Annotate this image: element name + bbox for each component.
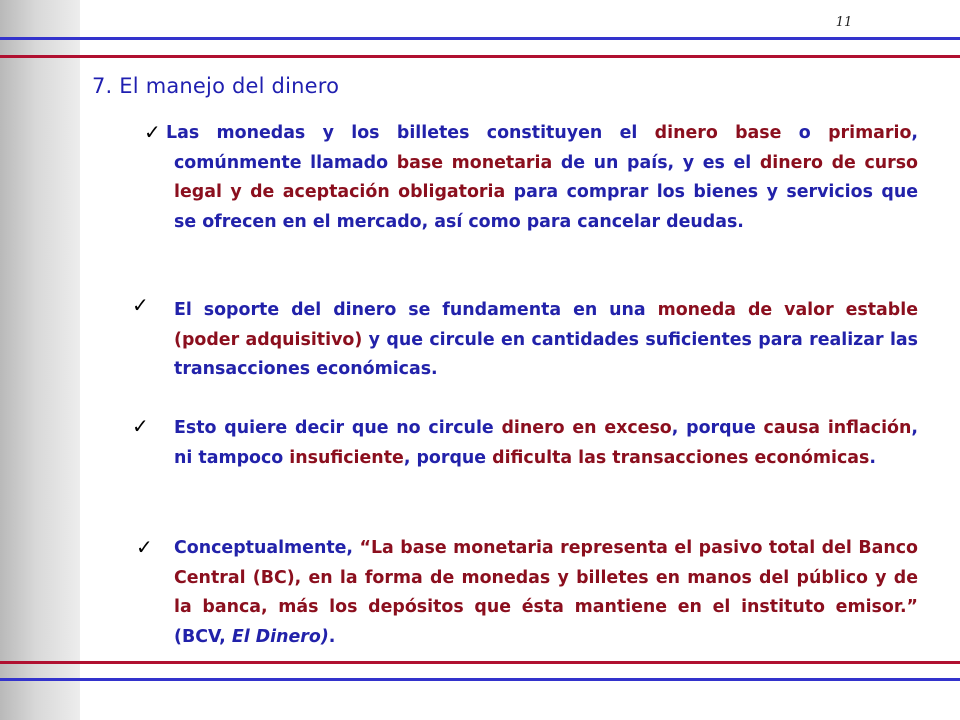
bullet-paragraph [166, 119, 919, 237]
highlight-text: insuficiente [289, 447, 404, 468]
check-icon: ✓ [132, 414, 149, 438]
body-text: Las monedas y los billetes constituyen el [166, 123, 655, 143]
body-text: El soporte del dinero se fundamenta en una [174, 300, 658, 320]
check-icon: ✓ [144, 120, 161, 144]
body-text: , comúnmente llamado [174, 123, 919, 173]
left-gradient-bar [0, 0, 80, 720]
top-blue-rule [0, 37, 960, 40]
highlight-text: base monetaria [396, 152, 553, 173]
bottom-red-rule [0, 661, 960, 664]
body-text: de un país, y es el [552, 152, 760, 173]
body-text: o [781, 123, 829, 143]
highlight-text: dinero base [654, 123, 782, 143]
top-red-rule [0, 55, 960, 58]
check-icon: ✓ [132, 293, 149, 317]
highlight-text: primario [828, 123, 912, 143]
body-text: y que circule en cantidades suficientes para realizar las transacciones económicas. [174, 329, 918, 379]
body-text: (BCV, [174, 626, 232, 647]
body-text: , ni tampoco [174, 418, 918, 468]
bullet-paragraph [174, 414, 918, 473]
highlight-text: , en la forma de monedas y billetes en manos del público y de la banca, más los depósitos que ésta mantiene en el instituto emisor.” [174, 567, 918, 617]
highlight-text: causa inflación [763, 418, 912, 438]
body-text: , porque [671, 418, 764, 438]
highlight-text: dinero de curso legal y de aceptación obligatoria [174, 152, 919, 202]
body-text: . [869, 447, 876, 468]
body-text: El Dinero) [231, 626, 329, 647]
highlight-text: “La base monetaria representa el pasivo total del Banco Central (BC) [174, 538, 918, 588]
page-number: 11 [835, 15, 853, 30]
bullet-paragraph [174, 534, 918, 652]
section-title: 7. El manejo del dinero [92, 74, 340, 98]
highlight-text: moneda de valor estable (poder adquisitivo) [174, 300, 918, 350]
body-text: . [328, 626, 336, 647]
highlight-text: dinero en exceso [501, 418, 672, 438]
highlight-text: dificulta las transacciones económicas [492, 447, 870, 468]
check-icon: ✓ [136, 535, 153, 559]
body-text: para comprar los bienes y servicios que se ofrecen en el mercado, así como para cancelar deudas. [174, 182, 918, 232]
body-text: , porque [403, 447, 493, 468]
body-text: Esto quiere decir que no circule [174, 418, 502, 438]
bottom-blue-rule [0, 678, 960, 681]
body-text: Conceptualmente, [174, 538, 360, 558]
bullet-paragraph [174, 296, 918, 385]
